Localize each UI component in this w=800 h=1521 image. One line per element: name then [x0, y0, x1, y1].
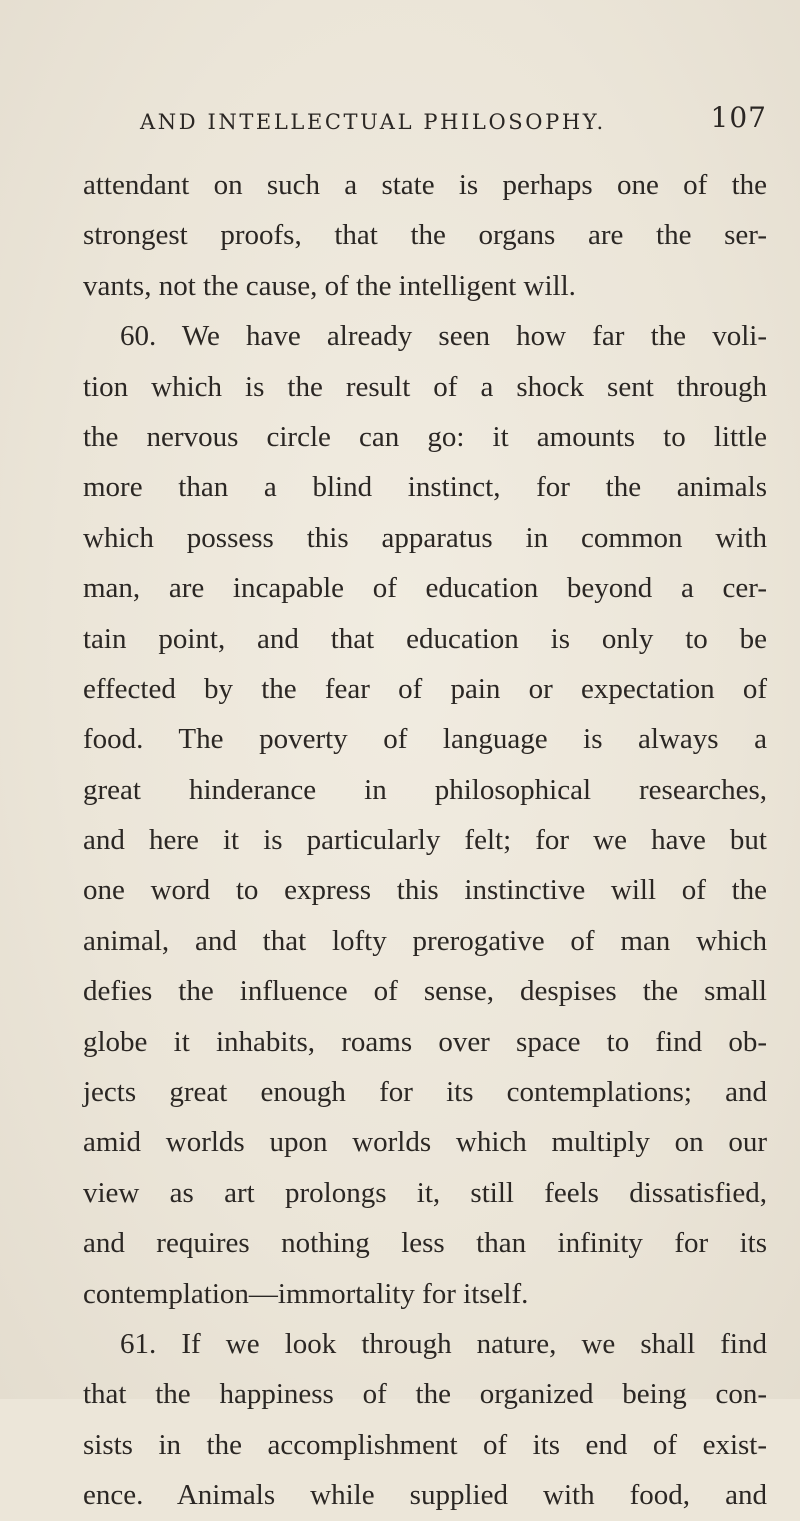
text-line: one word to express this instinctive will of the [83, 874, 767, 907]
text-line: contemplation—immortality for itself. [83, 1277, 529, 1310]
text-line: tion which is the result of a shock sent through [83, 370, 767, 403]
text-line: more than a blind instinct, for the animals [83, 471, 767, 504]
running-head-title: AND INTELLECTUAL PHILOSOPHY. [140, 110, 606, 134]
text-line: strongest proofs, that the organs are the ser- [83, 219, 767, 252]
text-line: tain point, and that education is only to be [83, 622, 767, 655]
body-text [83, 160, 767, 1521]
text-line: ence. Animals while supplied with food, and [83, 1479, 767, 1512]
text-line: man, are incapable of education beyond a cer- [83, 572, 767, 605]
text-line: view as art prolongs it, still feels dissatisfied, [83, 1176, 767, 1209]
text-line: great hinderance in philosophical researches, [83, 773, 767, 806]
paragraph-61-start: 61. If we look through nature, we shall find [120, 1327, 767, 1360]
text-line: globe it inhabits, roams over space to find ob- [83, 1025, 767, 1058]
page-number: 107 [710, 101, 767, 134]
text-line: that the happiness of the organized being con- [83, 1378, 767, 1411]
text-line: amid worlds upon worlds which multiply on our [83, 1126, 767, 1159]
running-head [140, 101, 767, 140]
text-line: the nervous circle can go: it amounts to little [83, 420, 767, 453]
text-line: defies the influence of sense, despises the small [83, 975, 767, 1008]
text-line: jects great enough for its contemplations; and [83, 1076, 767, 1109]
text-line: and here it is particularly felt; for we have but [83, 824, 767, 857]
text-line: and requires nothing less than infinity for its [83, 1227, 767, 1260]
text-line: food. The poverty of language is always a [83, 723, 767, 756]
text-line: attendant on such a state is perhaps one of the [83, 169, 767, 201]
text-line: effected by the fear of pain or expectation of [83, 672, 767, 705]
text-line: vants, not the cause, of the intelligent will. [83, 269, 576, 302]
text-line: sists in the accomplishment of its end of exist- [83, 1428, 767, 1461]
text-line: which possess this apparatus in common with [83, 521, 767, 554]
paragraph-60-start: 60. We have already seen how far the voli- [120, 320, 767, 353]
text-line: animal, and that lofty prerogative of man which [83, 924, 767, 957]
